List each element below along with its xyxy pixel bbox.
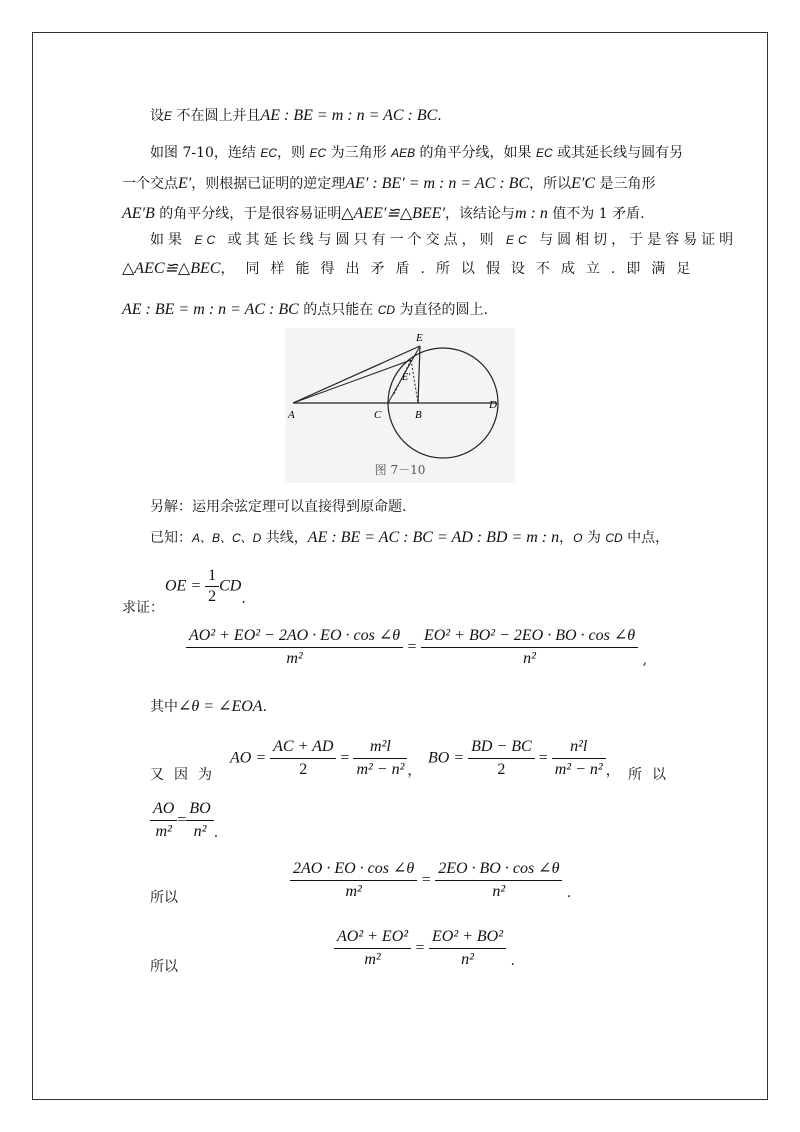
eq3-label: 所以: [150, 890, 178, 906]
prove-formula: OE = $\frac{1}{2}$ CD.: [165, 567, 246, 607]
label-e: E: [416, 332, 423, 344]
label-e-prime: E′: [402, 372, 411, 383]
para2-line2: 一个交点E′，则根据已证明的逆定理AE′ : BE′ = m : n = AC : BC，所以E′C 是三角形: [122, 175, 656, 192]
equation-4: $\frac{\text{AO² + EO²}}{\text{m²}}$ = $\frac{\text{EO² + BO²}}{\text{n²}}$ .: [334, 928, 515, 969]
equation-3: $\frac{2AO \cdot EO \cdot \cos \angle\theta}{\text{m²}}$ = $\frac{2EO \cdot BO \cdot \cos \angle\theta}{\text{n²}}$ .: [290, 860, 571, 901]
bo-formula: BO = $\frac{BD - BC}{2}$ = $\frac{\text{n²l}}{\text{m² − n²}}$ ，: [428, 738, 620, 779]
eq4-label: 所以: [150, 959, 178, 975]
figure-caption: 图 7－10: [374, 463, 426, 477]
para2-line1: 如图 7-10，连结 EC，则 EC 为三角形 AEB 的角平分线，如果 EC 或其延长线与圆有另: [150, 145, 684, 161]
known-line: 已知：A、B、C、D 共线，AE : BE = AC : BC = AD : BD = m : n，O 为 CD 中点，: [150, 529, 670, 546]
para3-line3: AE : BE = m : n = AC : BC 的点只能在 CD 为直径的圆上.: [122, 301, 488, 318]
ratio-formula: AE : BE = m : n = AC : BC: [260, 107, 438, 124]
para1-line: 设E 不在圆上并且AE : BE = m : n = AC : BC.: [150, 107, 442, 124]
para2-line3: AE′B 的角平分线，于是很容易证明△AEE′≌△BEE′，该结论与m : n 值不为 1 矛盾.: [122, 205, 645, 222]
equation-2: $\frac{AO}{\text{m²}}$ = $\frac{BO}{\text{n²}}$ .: [150, 800, 218, 841]
prove-label: 求证：: [122, 600, 164, 616]
geometry-figure: [285, 328, 515, 483]
alt-solution-line: 另解：运用余弦定理可以直接得到原命题.: [150, 499, 407, 515]
label-d: D: [489, 399, 497, 411]
label-b: B: [415, 409, 422, 421]
ao-formula: AO = $\frac{AC + AD}{2}$ = $\frac{\text{m²l}}{\text{m² − n²}}$ ，: [230, 738, 422, 779]
figure-background: [285, 328, 515, 483]
equation-1: $\frac{\text{AO² + EO² − 2AO · EO · cos ∠θ}}{\text{m²}}$ = $\frac{\text{EO² + BO² − 2EO · BO · cos ∠θ}}{\text{n²}}$ ,: [186, 627, 647, 668]
because-label: 又因为: [150, 767, 222, 783]
where-line: 其中∠θ = ∠EOA.: [150, 698, 268, 715]
so-label: 所以: [628, 767, 676, 783]
para3-line1: 如果 EC 或其延长线与圆只有一个交点，则 EC 与圆相切，于是容易证明: [150, 232, 738, 248]
label-c: C: [374, 409, 382, 421]
para3-line2: △AEC≌△BEC，同样能得出矛盾.所以假设不成立.即满足: [122, 260, 702, 277]
label-a: A: [288, 409, 295, 421]
